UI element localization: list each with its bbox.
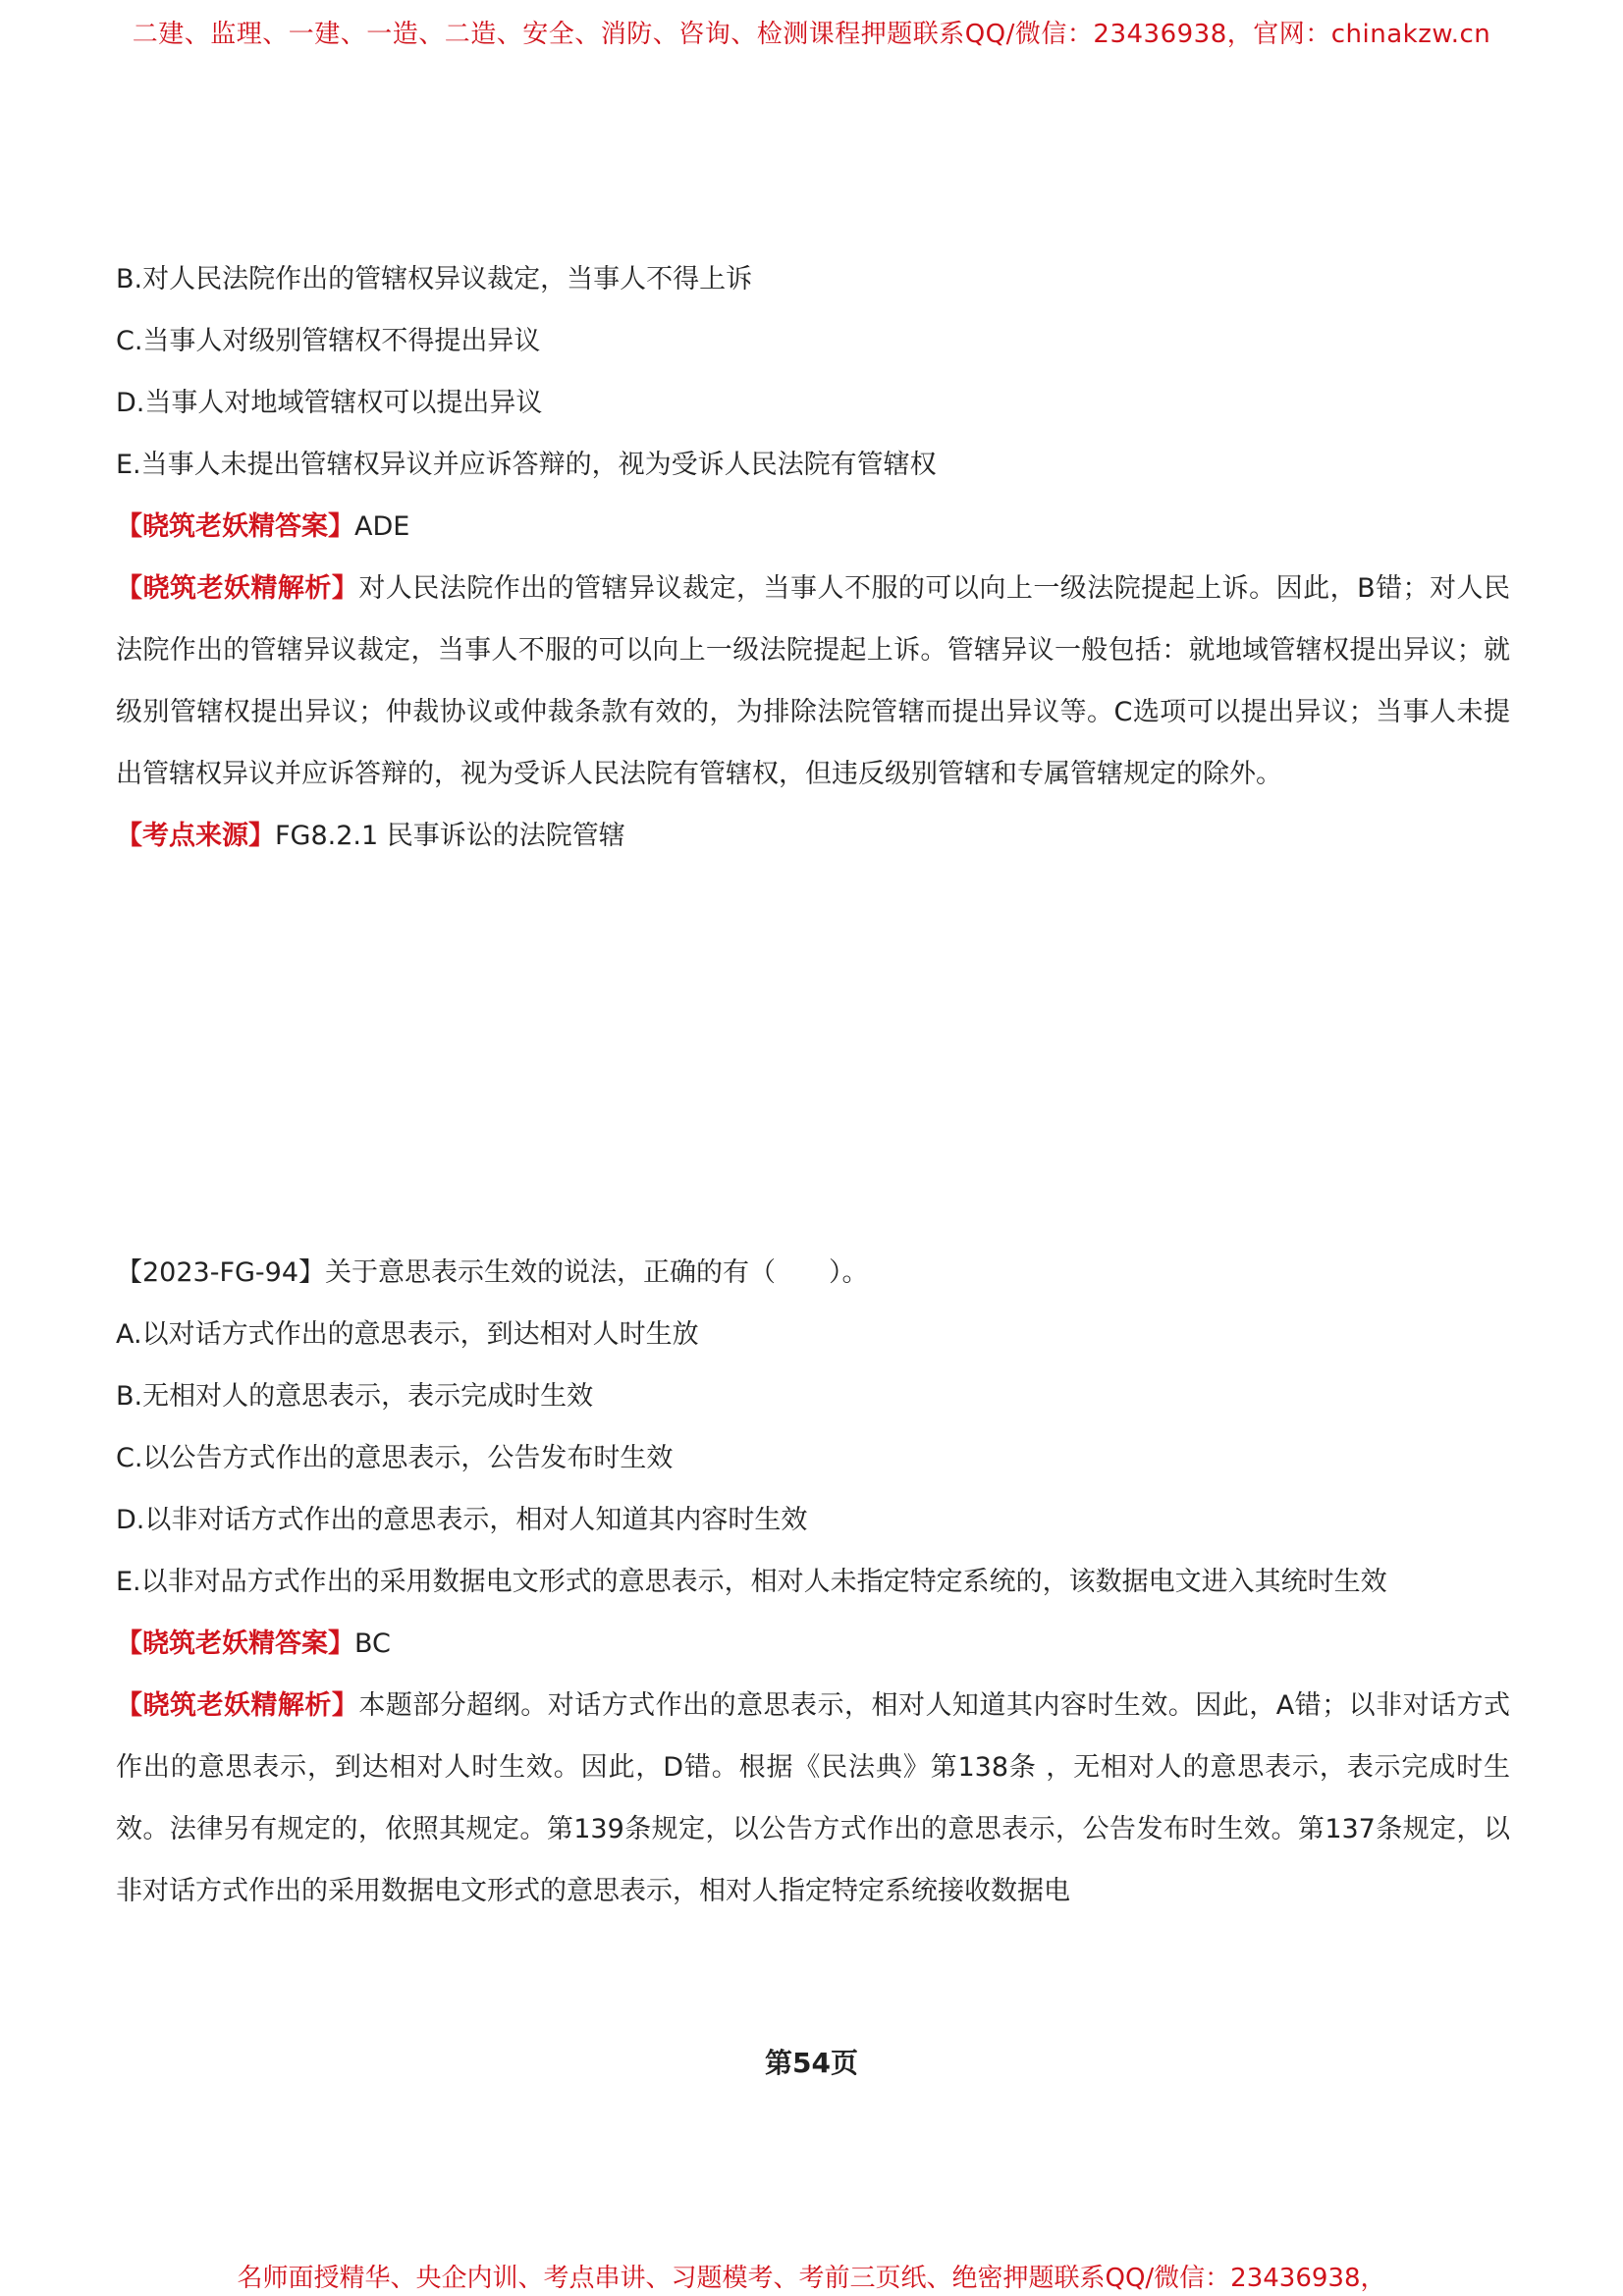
option-e: E.以非对品方式作出的采用数据电文形式的意思表示，相对人未指定特定系统的，该数据电文进入其统时生效: [116, 1567, 1387, 1597]
option-c: C.以公告方式作出的意思表示，公告发布时生效: [116, 1443, 674, 1473]
analysis-text: 对人民法院作出的管辖异议裁定，当事人不服的可以向上一级法院提起上诉。因此，B错；对人民法院作出的管辖异议裁定，当事人不服的可以向上一级法院提起上诉。管辖异议一般包括：就地域管辖权提出异议；就级别管辖权提出异议；仲裁协议或仲裁条款有效的，为排除法院管辖而提出异议等。C选项可以提出异议；当事人未提出管辖权异议并应诉答辩的，视为受诉人民法院有管辖权，但违反级别管辖和专属管辖规定的除外。: [116, 573, 1511, 789]
option-e: E.当事人未提出管辖权异议并应诉答辩的，视为受诉人民法院有管辖权: [116, 450, 937, 480]
option-d: D.当事人对地域管辖权可以提出异议: [116, 388, 543, 418]
analysis-paragraph: [116, 558, 1510, 805]
footer-contact-banner: 名师面授精华、央企内训、考点串讲、习题模考、考前三页纸、绝密押题联系QQ/微信：23436938，: [237, 2264, 1386, 2293]
header-contact-banner: 二建、监理、一建、一造、二造、安全、消防、咨询、检测课程押题联系QQ/微信：23436938，官网：chinakzw.cn: [132, 20, 1491, 49]
analysis-tag: 【晓筑老妖精解析】: [116, 573, 359, 604]
question-1-continued: [116, 248, 1510, 867]
answer-tag: 【晓筑老妖精答案】: [116, 511, 354, 542]
source-text: FG8.2.1 民事诉讼的法院管辖: [275, 821, 625, 851]
source-tag: 【考点来源】: [116, 821, 275, 851]
answer-value: ADE: [354, 511, 410, 542]
option-a: A.以对话方式作出的意思表示，到达相对人时生放: [116, 1319, 699, 1350]
option-c: C.当事人对级别管辖权不得提出异议: [116, 326, 541, 356]
source-line: [116, 805, 1510, 867]
option-b: B.无相对人的意思表示，表示完成时生效: [116, 1381, 594, 1412]
answer-line: [116, 1613, 1510, 1675]
option-b: B.对人民法院作出的管辖权异议裁定，当事人不得上诉: [116, 264, 753, 294]
analysis-paragraph: [116, 1675, 1510, 1922]
answer-line: [116, 496, 1510, 558]
answer-value: BC: [354, 1629, 391, 1659]
question-2: [116, 1242, 1510, 1922]
option-d: D.以非对话方式作出的意思表示，相对人知道其内容时生效: [116, 1505, 808, 1535]
analysis-text: 本题部分超纲。对话方式作出的意思表示，相对人知道其内容时生效。因此，A错；以非对话方式作出的意思表示，到达相对人时生效。因此，D错。根据《民法典》第138条 ，无相对人的意思表示，表示完成时生效。法律另有规定的，依照其规定。第139条规定，以公告方式作出的意思表示，公告发布时生效。第137条规定，以非对话方式作出的采用数据电文形式的意思表示，相对人指定特定系统接收数据电: [116, 1690, 1511, 1906]
question-stem: 【2023-FG-94】关于意思表示生效的说法，正确的有（ ）。: [116, 1257, 869, 1288]
answer-tag: 【晓筑老妖精答案】: [116, 1629, 354, 1659]
analysis-tag: 【晓筑老妖精解析】: [116, 1690, 359, 1721]
page-number: 第54页: [765, 2047, 858, 2079]
